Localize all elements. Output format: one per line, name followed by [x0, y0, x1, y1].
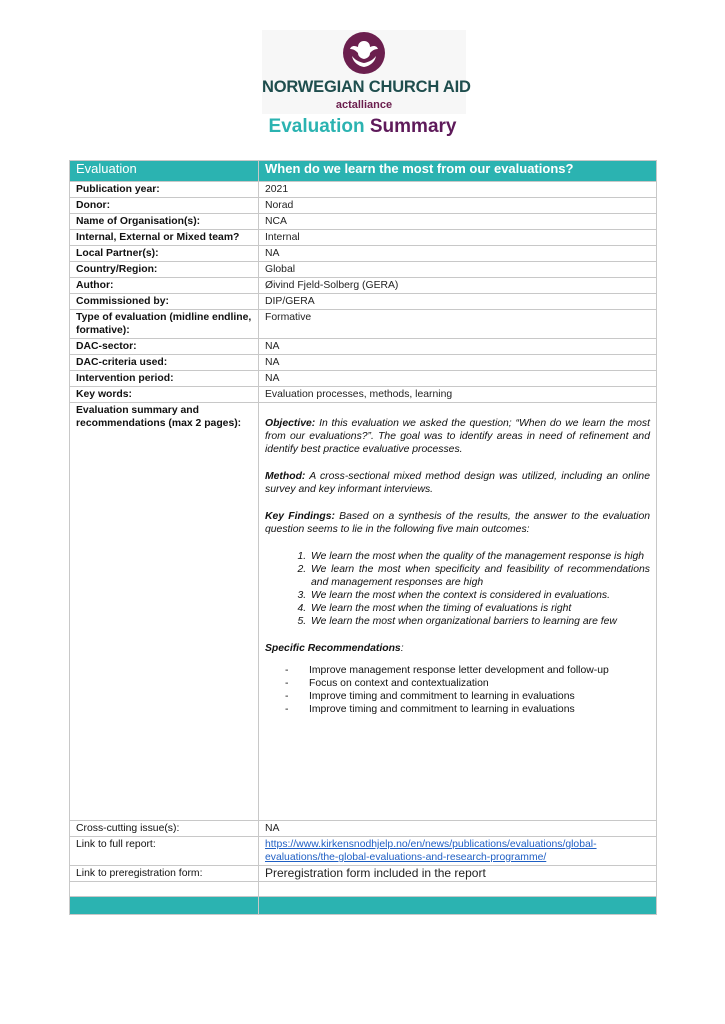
table-row [70, 837, 657, 866]
row-value: 2021 [259, 182, 657, 198]
row-value: Formative [259, 310, 657, 339]
row-label: Author: [70, 278, 259, 294]
table-row [70, 310, 657, 339]
recommendations-colon: : [400, 643, 404, 654]
report-link-label: Link to full report: [70, 837, 259, 866]
row-value: NCA [259, 214, 657, 230]
row-value: DIP/GERA [259, 294, 657, 310]
alliance-name: actalliance [335, 99, 393, 111]
table-row [70, 278, 657, 294]
list-item: - Improve timing and commitment to learning in evaluations [285, 690, 650, 703]
findings-paragraph [265, 510, 650, 536]
title-word-summary: Summary [369, 116, 457, 137]
full-report-link[interactable]: https://www.kirkensnodhjelp.no/en/news/publications/evaluations/global-evaluations/the-global-evaluations-and-research-programme/ [265, 839, 597, 863]
row-label: Local Partner(s): [70, 246, 259, 262]
row-label: Name of Organisation(s): [70, 214, 259, 230]
list-item: - Improve management response letter development and follow-up [285, 664, 650, 677]
row-value: NA [259, 339, 657, 355]
cross-cutting-label: Cross-cutting issue(s): [70, 821, 259, 837]
table-row [70, 246, 657, 262]
table-row [70, 198, 657, 214]
row-label: Type of evaluation (midline endline, formative): [70, 310, 259, 339]
list-item: 4. We learn the most when the timing of evaluations is right [309, 602, 650, 615]
list-item: 5. We learn the most when organizational barriers to learning are few [309, 615, 650, 628]
table-row [70, 262, 657, 278]
table-row [70, 371, 657, 387]
method-heading: Method: [265, 471, 306, 482]
table-row [70, 214, 657, 230]
row-label: DAC-criteria used: [70, 355, 259, 371]
table-row [70, 866, 657, 882]
row-label: Donor: [70, 198, 259, 214]
table-row [70, 387, 657, 403]
row-label: Internal, External or Mixed team? [70, 230, 259, 246]
row-value: Norad [259, 198, 657, 214]
table-footer-bar [70, 897, 657, 915]
dove-hands-icon [343, 32, 385, 74]
row-value: Global [259, 262, 657, 278]
table-row [70, 355, 657, 371]
summary-row [70, 403, 657, 821]
table-row [70, 821, 657, 837]
summary-content [259, 403, 657, 821]
findings-text: Based on a synthesis of the results, the answer to the evaluation question seems to lie in the following five main outcomes: [265, 511, 651, 535]
cross-cutting-value: NA [259, 821, 657, 837]
row-value: NA [259, 355, 657, 371]
list-item: - Focus on context and contextualization [285, 677, 650, 690]
row-value: Øivind Fjeld-Solberg (GERA) [259, 278, 657, 294]
empty-row [70, 882, 657, 897]
page-title [0, 116, 725, 138]
row-value: Evaluation processes, methods, learning [259, 387, 657, 403]
table-row [70, 182, 657, 198]
recommendations-list [265, 664, 650, 716]
title-word-evaluation: Evaluation [268, 116, 365, 137]
recommendations-heading: Specific Recommendations [265, 643, 401, 654]
organization-logo [262, 30, 471, 114]
table-row [70, 339, 657, 355]
table-row [70, 294, 657, 310]
objective-paragraph [265, 417, 650, 456]
evaluation-summary-table [69, 160, 657, 915]
findings-list [265, 550, 650, 628]
recommendations-paragraph [265, 642, 650, 655]
row-value: NA [259, 371, 657, 387]
row-label: Key words: [70, 387, 259, 403]
list-item: - Improve timing and commitment to learning in evaluations [285, 703, 650, 716]
preregistration-value: Preregistration form included in the report [259, 866, 657, 882]
table-header-row [70, 161, 657, 182]
header-label: Evaluation [70, 161, 259, 182]
findings-heading: Key Findings: [265, 511, 335, 522]
row-value: Internal [259, 230, 657, 246]
list-item: 3. We learn the most when the context is considered in evaluations. [309, 589, 650, 602]
objective-heading: Objective: [265, 418, 316, 429]
row-label: Commissioned by: [70, 294, 259, 310]
table-row [70, 230, 657, 246]
objective-text: In this evaluation we asked the question; “When do we learn the most from our evaluations?”. The goal was to identify areas in need of refinement and identify best practice evaluative processes. [265, 418, 651, 455]
summary-label: Evaluation summary and recommendations (max 2 pages): [70, 403, 259, 821]
method-paragraph [265, 470, 650, 496]
evaluation-title: When do we learn the most from our evaluations? [259, 161, 657, 182]
row-value: NA [259, 246, 657, 262]
organization-name: NORWEGIAN CHURCH AID [262, 78, 471, 96]
list-item: 2. We learn the most when specificity and feasibility of recommendations and management responses are high [309, 563, 650, 589]
list-item: 1. We learn the most when the quality of the management response is high [309, 550, 650, 563]
preregistration-label: Link to preregistration form: [70, 866, 259, 882]
method-text: A cross-sectional mixed method design was utilized, including an online survey and key informant interviews. [265, 471, 650, 495]
row-label: Intervention period: [70, 371, 259, 387]
row-label: DAC-sector: [70, 339, 259, 355]
row-label: Publication year: [70, 182, 259, 198]
row-label: Country/Region: [70, 262, 259, 278]
